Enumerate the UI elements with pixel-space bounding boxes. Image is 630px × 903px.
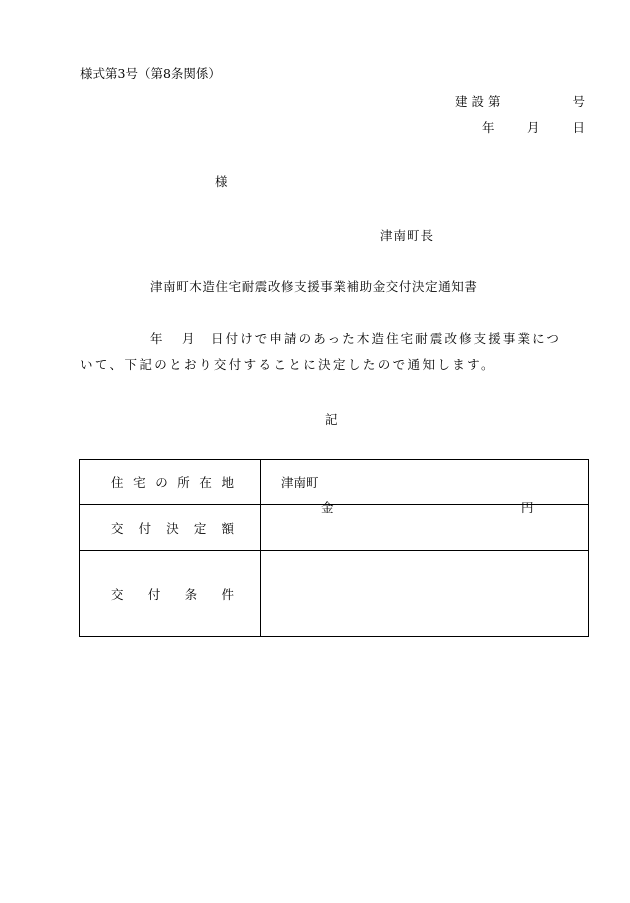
label-char: 決 [166, 520, 179, 536]
issue-date-year: 年 [482, 120, 495, 135]
label-grant-amount [80, 505, 261, 551]
body-month: 月 [182, 331, 195, 346]
issue-date-month: 月 [527, 120, 540, 135]
label-char: の [155, 475, 168, 490]
body-line-2: いて、下記のとおり交付することに決定したので通知します。 [80, 357, 496, 372]
label-char: 在 [199, 475, 212, 490]
form-number: 様式第3号（第8条関係） [80, 66, 221, 81]
label-char: 定 [193, 520, 207, 536]
table-row [80, 505, 589, 551]
body-line-1-text: 日付けで申請のあった木造住宅耐震改修支援事業につ [211, 331, 562, 346]
label-char: 地 [221, 475, 234, 490]
body-year: 年 [150, 331, 163, 346]
amount-suffix: 円 [521, 500, 534, 515]
label-char: 住 [111, 475, 124, 490]
table-row [80, 551, 589, 637]
value-address[interactable]: 津南町 [261, 460, 589, 505]
document-title: 津南町木造住宅耐震改修支援事業補助金交付決定通知書 [150, 279, 478, 294]
value-grant-conditions[interactable] [261, 551, 589, 637]
label-address [80, 460, 261, 505]
amount-prefix: 金 [321, 500, 334, 515]
recipient-honorific: 様 [215, 174, 228, 189]
label-char: 交 [111, 520, 124, 536]
table-row [80, 460, 589, 505]
detail-table [79, 459, 589, 637]
label-char: 所 [177, 475, 190, 490]
issue-date-day: 日 [572, 120, 585, 135]
value-grant-amount[interactable] [261, 500, 589, 551]
document-number-suffix: 号 [572, 94, 585, 109]
label-char: 交 [111, 586, 124, 602]
ki-heading: 記 [325, 412, 338, 427]
label-char: 付 [147, 586, 161, 602]
label-grant-conditions [80, 551, 261, 637]
label-char: 付 [138, 520, 152, 536]
label-char: 件 [221, 586, 234, 602]
document-number-prefix: 建設第 [455, 94, 505, 109]
label-char: 宅 [133, 475, 146, 490]
label-char: 条 [184, 586, 198, 602]
label-char: 額 [221, 520, 234, 536]
sender-name: 津南町長 [380, 228, 435, 243]
